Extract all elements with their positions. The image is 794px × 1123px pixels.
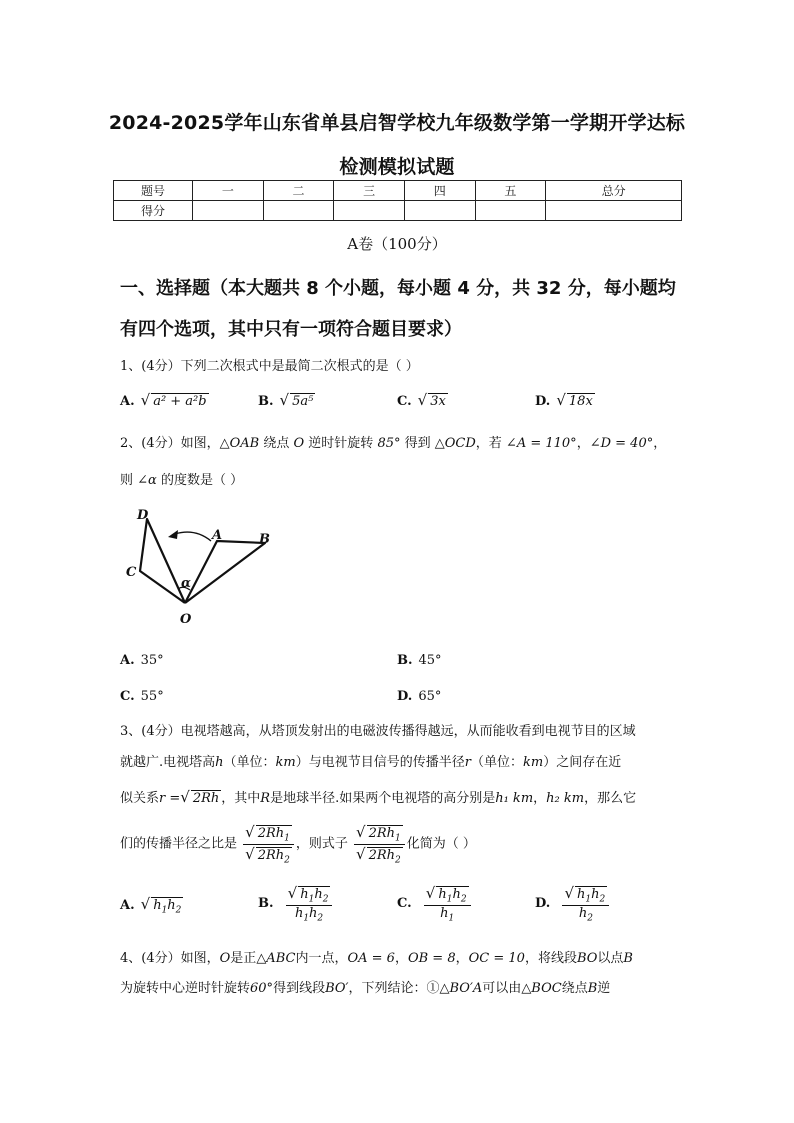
q2-stem-line2 bbox=[120, 469, 243, 488]
rotation-figure bbox=[120, 503, 280, 628]
q4-text: ， bbox=[455, 951, 469, 966]
q1-option-d-expr: 18x bbox=[568, 394, 593, 409]
q3-expression-fraction: $\frac{√ 2Rh_1}{√ 2Rh_2}$ bbox=[354, 823, 405, 865]
q2-math: 85° bbox=[377, 436, 401, 451]
q3-line1: 3、(4分）电视塔越高，从塔顶发射出的电磁波传播得越远，从而能收看到电视节目的区域 bbox=[120, 724, 636, 739]
q4-math: B bbox=[587, 981, 598, 996]
q4-line1 bbox=[120, 947, 633, 966]
q3-text: ，其中 bbox=[221, 791, 261, 806]
q2-math: ∠A = 110° bbox=[505, 436, 577, 451]
q2-math: ∠α bbox=[137, 473, 157, 488]
score-table-cell: 五 bbox=[475, 181, 546, 201]
figure-label-a: A bbox=[212, 528, 223, 543]
exam-title-line2: 检测模拟试题 bbox=[339, 156, 455, 178]
q2-text: 绕点 bbox=[259, 436, 294, 451]
score-table-score-row bbox=[114, 201, 682, 221]
q3-option-c-label: C. bbox=[397, 896, 412, 912]
q1-option-a-label: A. bbox=[120, 394, 135, 409]
q1-option-c-label: C. bbox=[397, 394, 412, 409]
q2-option-c-label: C. bbox=[120, 689, 135, 704]
q1-option-a[interactable] bbox=[120, 391, 209, 409]
radical-icon: √ bbox=[356, 823, 366, 841]
q4-text: 可以由 bbox=[482, 981, 522, 996]
score-table-cell: 题号 bbox=[114, 181, 193, 201]
q3-math: h₂ km bbox=[546, 791, 585, 806]
q2-option-b[interactable] bbox=[397, 653, 442, 668]
q4-text: 4、(4分）如图， bbox=[120, 951, 220, 966]
q2-math: O bbox=[293, 436, 305, 451]
q1-option-a-expr: a² + a²b bbox=[153, 394, 207, 409]
q2-option-c[interactable] bbox=[120, 689, 164, 704]
q2-option-d-label: D. bbox=[397, 689, 413, 704]
q1-option-d-label: D. bbox=[535, 394, 551, 409]
q3-text: ， bbox=[533, 791, 547, 806]
q2-math: ∠D = 40° bbox=[589, 436, 654, 451]
q3-option-d[interactable]: D. $\frac{√ h_1h_2}{h_2}$ bbox=[535, 884, 611, 923]
q3-line3 bbox=[120, 787, 636, 806]
arrow-head-icon bbox=[168, 530, 178, 539]
score-entry-cell[interactable] bbox=[475, 201, 546, 221]
score-entry-cell[interactable] bbox=[404, 201, 475, 221]
q2-option-a[interactable] bbox=[120, 653, 164, 668]
q1-option-d[interactable] bbox=[535, 391, 595, 409]
q4-math: BO′ bbox=[325, 981, 349, 996]
score-table bbox=[113, 180, 682, 221]
q2-option-c-value: 55° bbox=[140, 689, 164, 704]
q2-option-d[interactable] bbox=[397, 689, 441, 704]
radical-icon: √ bbox=[245, 844, 255, 863]
q1-option-b-expr: 5a⁵ bbox=[292, 394, 314, 409]
q2-text: ，若 bbox=[475, 436, 506, 451]
q3-math: r bbox=[464, 755, 471, 770]
q4-math: B bbox=[623, 951, 633, 966]
figure-label-alpha: α bbox=[181, 576, 192, 591]
q2-text: ， bbox=[576, 436, 590, 451]
q2-math: △OCD bbox=[434, 436, 476, 451]
q4-text: 绕点 bbox=[561, 981, 588, 996]
q3-math: h bbox=[215, 755, 224, 770]
q2-option-b-label: B. bbox=[397, 653, 413, 668]
q4-math: OA = 6 bbox=[347, 951, 395, 966]
q1-option-c[interactable] bbox=[397, 391, 448, 409]
radical-icon: √ bbox=[140, 895, 151, 913]
q4-text: 为旋转中心逆时针旋转 bbox=[120, 981, 251, 996]
figure-label-d: D bbox=[137, 508, 149, 523]
q4-math: △BO′A bbox=[439, 981, 483, 996]
figure-label-b: B bbox=[259, 532, 270, 547]
q4-text: 是正 bbox=[230, 951, 257, 966]
radical-icon: √ bbox=[245, 823, 255, 841]
q4-math: BO bbox=[576, 951, 598, 966]
q4-math: OC = 10 bbox=[468, 951, 525, 966]
q3-text: ）与电视节目信号的传播半径 bbox=[295, 755, 465, 770]
q4-text: ，将线段 bbox=[524, 951, 577, 966]
q3-math: r = bbox=[159, 791, 181, 806]
q2-text: ， bbox=[653, 436, 667, 451]
q4-math: △ABC bbox=[256, 951, 296, 966]
q3-math: R bbox=[260, 791, 271, 806]
radical-icon: √ bbox=[417, 391, 428, 409]
radical-icon: √ bbox=[356, 844, 366, 863]
q1-option-b-label: B. bbox=[258, 394, 274, 409]
volume-heading: A卷（100分） bbox=[347, 235, 447, 253]
figure-triangle-ocd bbox=[140, 519, 185, 603]
q4-text: 得到线段 bbox=[273, 981, 326, 996]
score-table-cell: 总分 bbox=[546, 181, 682, 201]
score-entry-cell[interactable] bbox=[334, 201, 405, 221]
score-entry-cell[interactable] bbox=[193, 201, 264, 221]
figure-label-o: O bbox=[180, 612, 192, 627]
score-table-cell: 四 bbox=[404, 181, 475, 201]
q1-stem: 1、(4分）下列二次根式中是最简二次根式的是（ ） bbox=[120, 359, 419, 374]
q4-math: OB = 8 bbox=[407, 951, 456, 966]
q3-math: km bbox=[523, 755, 544, 770]
q2-stem-line1 bbox=[120, 432, 666, 451]
q3-line2 bbox=[120, 751, 621, 770]
q4-text: ， bbox=[394, 951, 408, 966]
q3-math: 2Rh bbox=[192, 791, 220, 806]
q2-math: △OAB bbox=[219, 436, 260, 451]
q3-text: 似关系 bbox=[120, 791, 160, 806]
q3-option-c[interactable]: C. $\frac{√ h_1h_2}{h_1}$ bbox=[397, 884, 473, 923]
radical-icon: √ bbox=[287, 884, 298, 902]
q3-text: 就越广.电视塔高 bbox=[120, 755, 216, 770]
q4-text: 内一点， bbox=[295, 951, 348, 966]
score-table-cell: 一 bbox=[193, 181, 264, 201]
score-table-header-row bbox=[114, 181, 682, 201]
q3-option-d-label: D. bbox=[535, 896, 551, 912]
q4-math: 60° bbox=[250, 981, 274, 996]
score-table-row-label: 得分 bbox=[114, 201, 193, 221]
radical-icon: √ bbox=[425, 884, 436, 902]
q2-option-a-value: 35° bbox=[140, 653, 164, 668]
score-table-cell: 三 bbox=[334, 181, 405, 201]
radical-icon: √ bbox=[564, 884, 575, 902]
exam-title-line1: 2024-2025学年山东省单县启智学校九年级数学第一学期开学达标 bbox=[108, 112, 686, 134]
section-heading-line2: 有四个选项，其中只有一项符合题目要求） bbox=[120, 319, 462, 340]
q1-option-c-expr: 3x bbox=[430, 394, 446, 409]
q4-text: ，下列结论：① bbox=[348, 981, 440, 996]
q3-text: ，那么它 bbox=[584, 791, 637, 806]
q2-text: 2、(4分）如图， bbox=[120, 436, 220, 451]
q4-math: △BOC bbox=[521, 981, 562, 996]
q2-option-a-label: A. bbox=[120, 653, 135, 668]
q3-math: h₁ km bbox=[495, 791, 534, 806]
q3-text: ）之间存在近 bbox=[543, 755, 622, 770]
q2-text: 逆时针旋转 bbox=[304, 436, 378, 451]
q2-option-d-value: 65° bbox=[418, 689, 442, 704]
q3-line4 bbox=[120, 823, 476, 865]
q3-option-a-label: A. bbox=[120, 898, 135, 913]
q3-text: （单位： bbox=[223, 755, 276, 770]
radical-icon: √ bbox=[556, 391, 566, 409]
q3-option-b[interactable]: B. $\frac{√ h_1h_2}{h_1h_2}$ bbox=[258, 884, 334, 923]
score-entry-cell[interactable] bbox=[546, 201, 682, 221]
q3-option-a[interactable]: A. √ $h_1h_2$ bbox=[120, 895, 182, 916]
q3-text: ，则式子 bbox=[295, 836, 348, 852]
radical-icon: √ bbox=[180, 788, 190, 806]
q2-option-b-value: 45° bbox=[418, 653, 442, 668]
q4-line2 bbox=[120, 977, 610, 996]
q3-text: （单位： bbox=[470, 755, 523, 770]
q3-text: 是地球半径.如果两个电视塔的高分别是 bbox=[270, 791, 496, 806]
q4-text: 以点 bbox=[597, 951, 624, 966]
q1-option-b[interactable] bbox=[258, 391, 315, 409]
radical-icon: √ bbox=[279, 391, 290, 409]
q3-ratio-fraction: $\frac{√ 2Rh_1}{√ 2Rh_2}$ bbox=[243, 823, 294, 865]
section-heading-line1: 一、选择题（本大题共 8 个小题，每小题 4 分，共 32 分，每小题均 bbox=[120, 278, 676, 299]
q3-option-b-label: B. bbox=[258, 896, 274, 912]
q2-text: 得到 bbox=[400, 436, 435, 451]
q3-text: 们的传播半径之比是 bbox=[120, 836, 238, 852]
q4-math: O bbox=[219, 951, 231, 966]
q3-math: km bbox=[275, 755, 296, 770]
figure-triangle-oab bbox=[185, 541, 265, 603]
q4-text: 逆 bbox=[597, 981, 611, 996]
score-table-cell: 二 bbox=[263, 181, 334, 201]
figure-rotation-arrow bbox=[175, 532, 211, 541]
score-entry-cell[interactable] bbox=[263, 201, 334, 221]
q3-text: 化简为（ ） bbox=[406, 836, 476, 852]
q2-text: 则 bbox=[120, 473, 138, 488]
q2-text: 的度数是（ ） bbox=[156, 473, 244, 488]
figure-label-c: C bbox=[126, 565, 137, 580]
radical-icon: √ bbox=[140, 391, 151, 409]
